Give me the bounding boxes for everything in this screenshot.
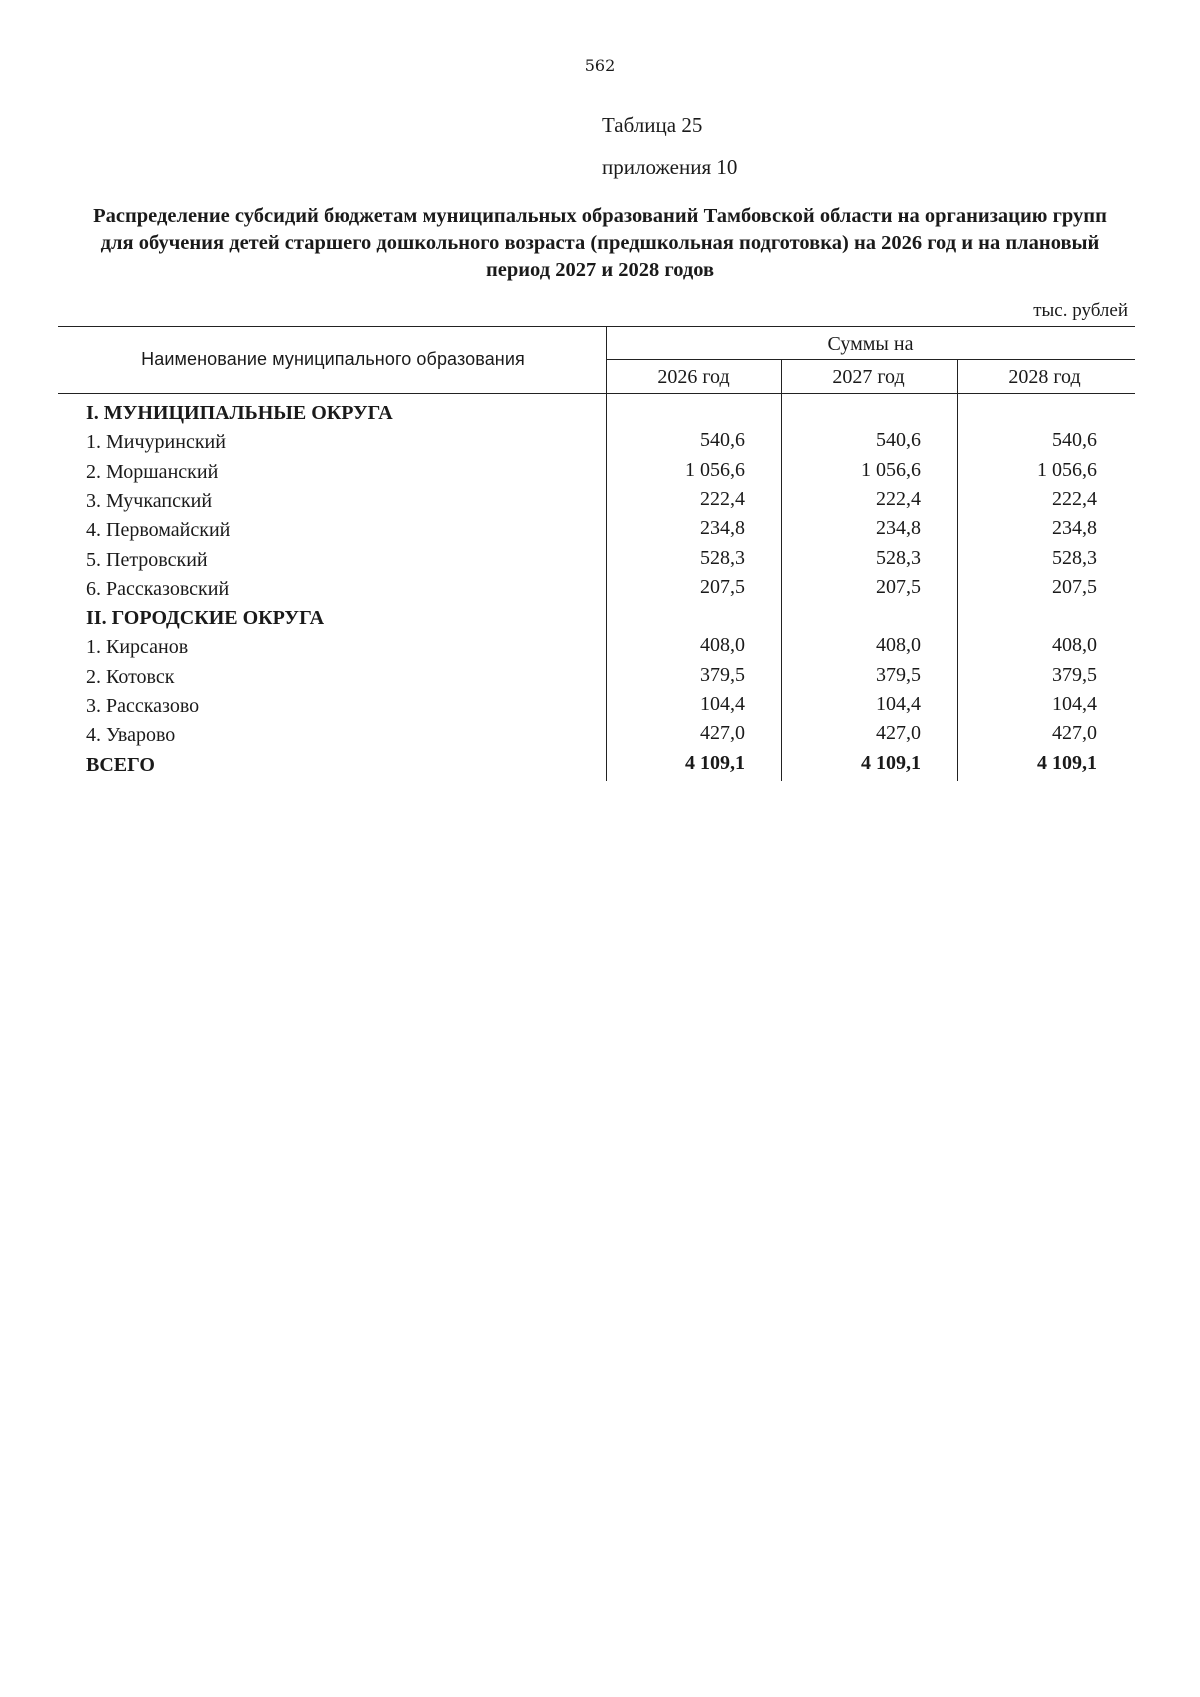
sums-divider bbox=[606, 359, 1135, 360]
header-year-2026: 2026 год bbox=[657, 366, 730, 388]
table-label: Таблица 25 bbox=[602, 113, 703, 137]
row-value-2028: 207,5 bbox=[1052, 576, 1097, 598]
row-value-2026: 1 056,6 bbox=[685, 459, 745, 481]
header-name-column: Наименование муниципального образования bbox=[141, 349, 525, 369]
row-value-2027: 427,0 bbox=[876, 722, 921, 744]
header-bottom-border bbox=[58, 393, 1135, 394]
row-value-2026: 4 109,1 bbox=[685, 752, 745, 774]
row-value-2026: 222,4 bbox=[700, 488, 745, 510]
row-name: 3. Мучкапский bbox=[86, 490, 213, 512]
row-value-2028: 104,4 bbox=[1052, 693, 1097, 715]
row-value-2028: 427,0 bbox=[1052, 722, 1097, 744]
row-value-2028: 234,8 bbox=[1052, 517, 1097, 539]
row-name: 4. Первомайский bbox=[86, 519, 231, 541]
row-value-2026: 207,5 bbox=[700, 576, 745, 598]
row-value-2026: 540,6 bbox=[700, 429, 745, 451]
appendix-label: приложения 10 bbox=[602, 155, 738, 179]
page-number: 562 bbox=[584, 56, 616, 75]
table-top-border bbox=[58, 326, 1135, 327]
row-value-2028: 379,5 bbox=[1052, 664, 1097, 686]
row-name: 4. Уварово bbox=[86, 724, 176, 746]
row-value-2026: 427,0 bbox=[700, 722, 745, 744]
row-value-2026: 528,3 bbox=[700, 547, 745, 569]
row-value-2027: 1 056,6 bbox=[861, 459, 921, 481]
row-value-2027: 207,5 bbox=[876, 576, 921, 598]
row-value-2028: 408,0 bbox=[1052, 634, 1097, 656]
header-sums-group: Суммы на bbox=[827, 333, 914, 355]
row-value-2026: 104,4 bbox=[700, 693, 745, 715]
column-divider-3 bbox=[957, 359, 958, 781]
row-value-2027: 104,4 bbox=[876, 693, 921, 715]
document-title: Распределение субсидий бюджетам муниципальных образований Тамбовской области на организацию групп для обучения детей старшего дошкольного возраста (предшкольная подготовка) на 2026 год и на плановый период 2027 и 2028 годов bbox=[93, 205, 1107, 281]
row-value-2027: 234,8 bbox=[876, 517, 921, 539]
column-divider-2 bbox=[781, 359, 782, 781]
row-value-2027: 540,6 bbox=[876, 429, 921, 451]
row-value-2026: 379,5 bbox=[700, 664, 745, 686]
row-name: 2. Котовск bbox=[86, 666, 175, 688]
row-name: 5. Петровский bbox=[86, 549, 208, 571]
row-value-2026: 408,0 bbox=[700, 634, 745, 656]
header-year-2027: 2027 год bbox=[832, 366, 905, 388]
row-value-2026: 234,8 bbox=[700, 517, 745, 539]
row-value-2028: 528,3 bbox=[1052, 547, 1097, 569]
row-name: 1. Кирсанов bbox=[86, 636, 189, 658]
row-value-2028: 222,4 bbox=[1052, 488, 1097, 510]
row-value-2028: 1 056,6 bbox=[1037, 459, 1097, 481]
row-name: 1. Мичуринский bbox=[86, 431, 226, 453]
row-value-2027: 528,3 bbox=[876, 547, 921, 569]
row-value-2027: 408,0 bbox=[876, 634, 921, 656]
row-name: II. ГОРОДСКИЕ ОКРУГА bbox=[86, 607, 325, 629]
row-value-2027: 4 109,1 bbox=[861, 752, 921, 774]
row-value-2028: 540,6 bbox=[1052, 429, 1097, 451]
row-name: I. МУНИЦИПАЛЬНЫЕ ОКРУГА bbox=[86, 402, 393, 424]
row-name: 2. Моршанский bbox=[86, 461, 219, 483]
header-year-2028: 2028 год bbox=[1008, 366, 1081, 388]
row-value-2027: 379,5 bbox=[876, 664, 921, 686]
row-name: 6. Рассказовский bbox=[86, 578, 230, 600]
row-value-2027: 222,4 bbox=[876, 488, 921, 510]
units-label: тыс. рублей bbox=[1033, 300, 1128, 321]
row-name: ВСЕГО bbox=[86, 754, 155, 776]
row-value-2028: 4 109,1 bbox=[1037, 752, 1097, 774]
row-name: 3. Рассказово bbox=[86, 695, 200, 717]
